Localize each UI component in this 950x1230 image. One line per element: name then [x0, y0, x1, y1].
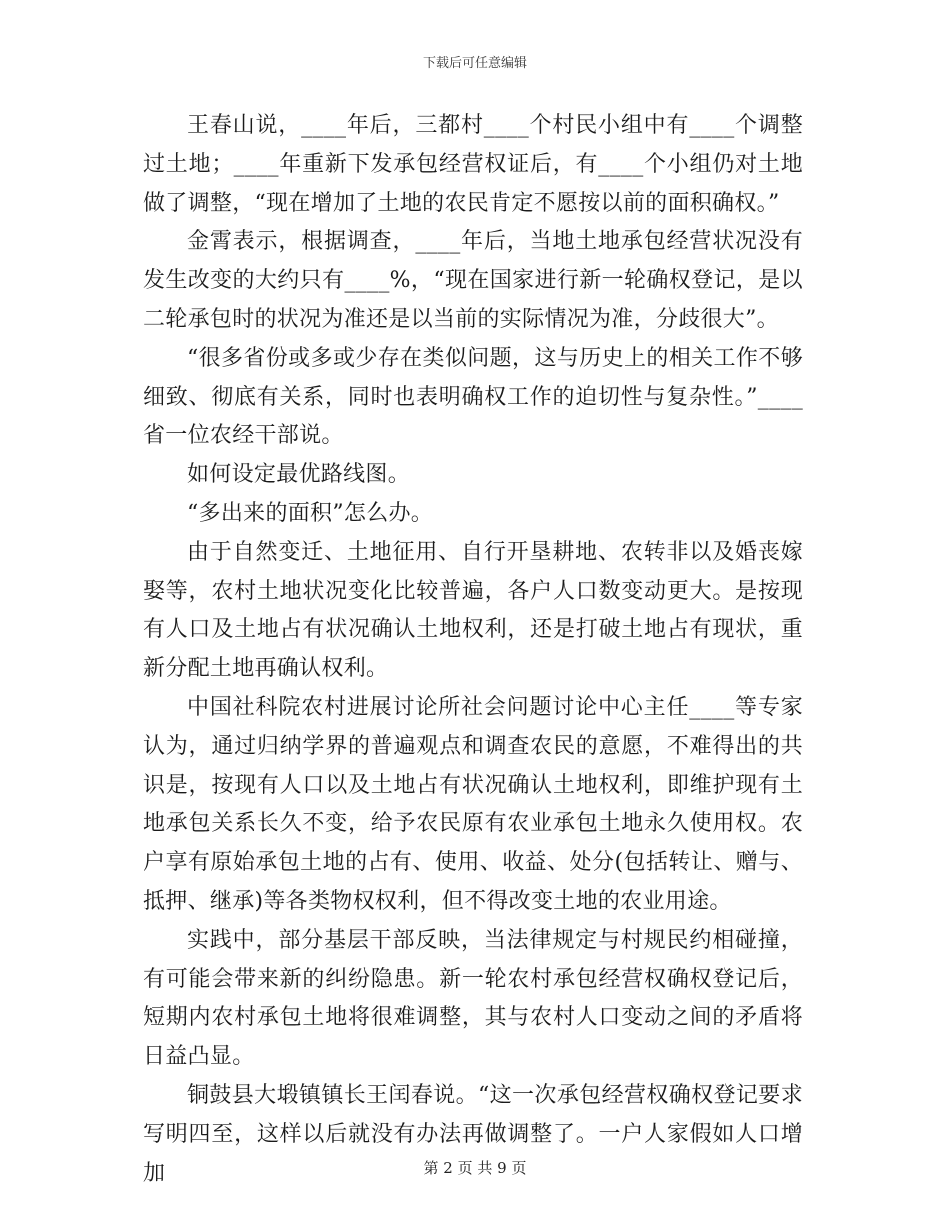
- document-body: [143, 107, 803, 1193]
- paragraph-provinces-quote: “很多省份或多或少存在类似问题，这与历史上的相关工作不够细致、彻底有关系，同时也表明确权工作的迫切性与复杂性。”____省一位农经干部说。: [143, 345, 803, 449]
- paragraph-land-changes: 由于自然变迁、土地征用、自行开垦耕地、农转非以及婚丧嫁娶等，农村土地状况变化比较普遍，各户人口数变动更大。是按现有人口及土地占有状况确认土地权利，还是打破土地占有现状，重新分配土地再确认权利。: [143, 539, 803, 682]
- paragraph-cass-experts: 中国社科院农村进展讨论所社会问题讨论中心主任____等专家认为，通过归纳学界的普遍观点和调查农民的意愿，不难得出的共识是，按现有人口以及土地占有状况确认土地权利，即维护现有土地承包关系长久不变，给予农民原有农业承包土地永久使用权。农户享有原始承包土地的占有、使用、收益、处分(包括转让、赠与、抵押、继承)等各类物权权利，但不得改变土地的农业用途。: [143, 694, 803, 914]
- paragraph-jin-xiao: 金霄表示，根据调查，____年后，当地土地承包经营状况没有发生改变的大约只有____%，“现在国家进行新一轮确权登记，是以二轮承包时的状况为准还是以当前的实际情况为准，分歧很大”。: [143, 229, 803, 332]
- paragraph-wang-chunshan: 王春山说，____年后，三都村____个村民小组中有____个调整过土地；____年重新下发承包经营权证后，有____个小组仍对土地做了调整，“现在增加了土地的农民肯定不愿按以前的面积确权。”: [143, 113, 803, 216]
- paragraph-tonggu-county: 铜鼓县大塅镇镇长王闰春说。“这一次承包经营权确权登记要求写明四至，这样以后就没有办法再做调整了。一户人家假如人口增加: [143, 1082, 803, 1186]
- paragraph-roadmap-heading: 如何设定最优路线图。: [187, 462, 411, 488]
- paragraph-practice: 实践中，部分基层干部反映，当法律规定与村规民约相碰撞，有可能会带来新的纠纷隐患。新一轮农村承包经营权确权登记后，短期内农村承包土地将很难调整，其与农村人口变动之间的矛盾将日益凸显。: [143, 927, 803, 1070]
- paragraph-extra-area-heading: “多出来的面积”怎么办。: [187, 500, 434, 526]
- page-footer: 第 2 页 共 9 页: [423, 1159, 527, 1177]
- page-header: 下载后可任意编辑: [422, 56, 527, 71]
